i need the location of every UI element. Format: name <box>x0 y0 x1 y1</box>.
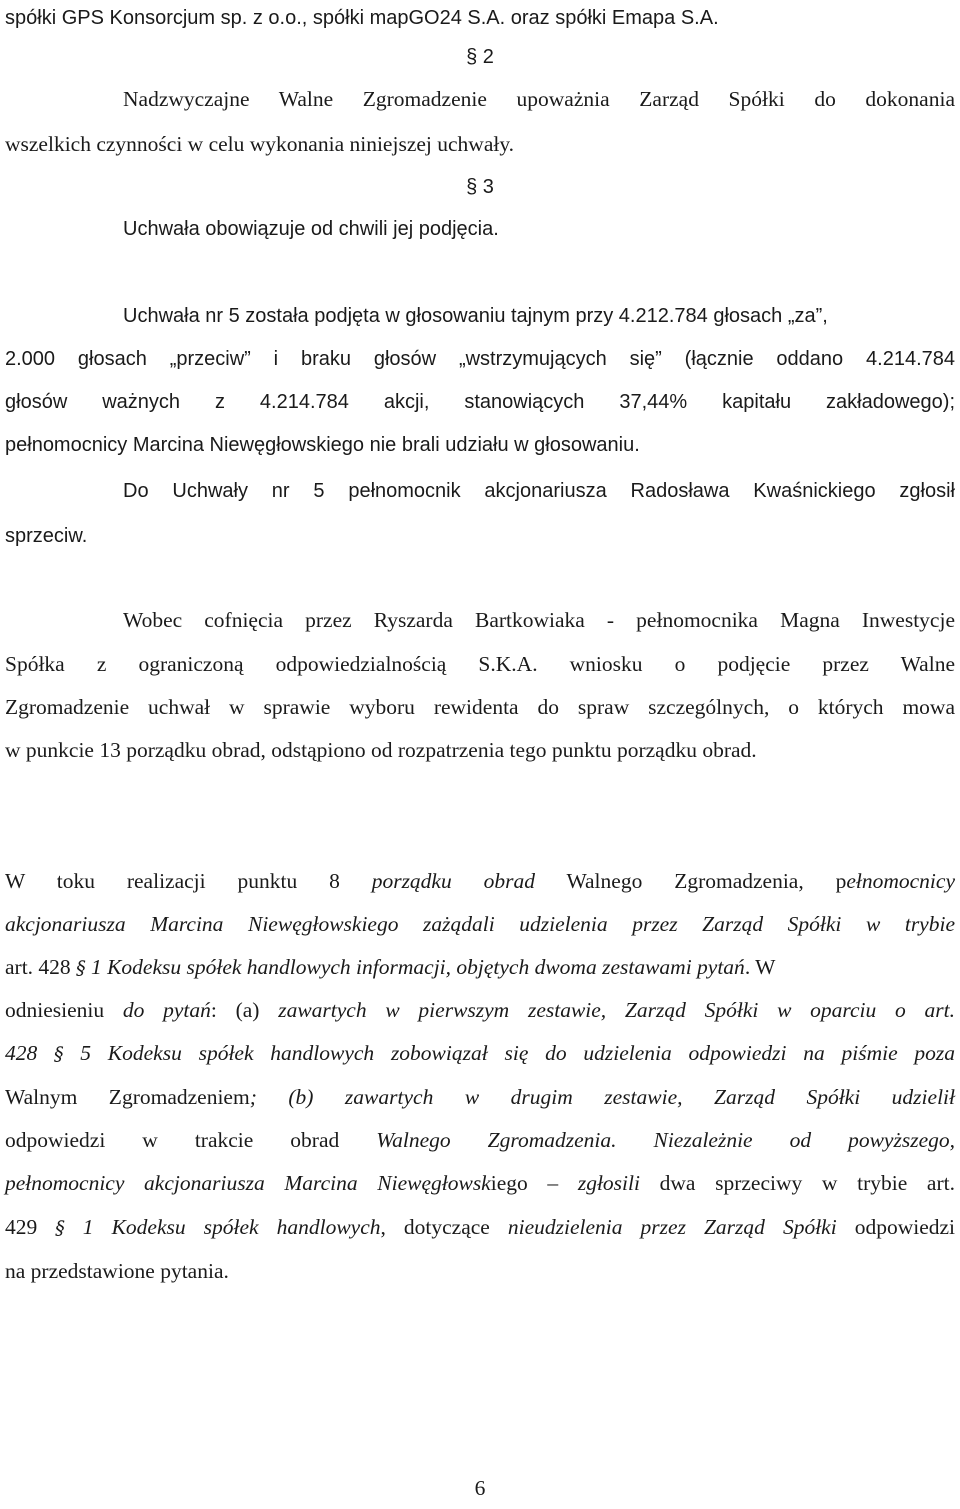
text-line <box>5 1040 955 1067</box>
text-span: zgłosili <box>577 1171 640 1195</box>
text-line <box>5 1127 955 1153</box>
text-line: spółki GPS Konsorcjum sp. z o.o., spółki mapGO24 S.A. oraz spółki Emapa S.A. <box>5 7 719 29</box>
text-span: 5 Kodeksu spółek handlowych zobowiązał się do udzielenia odpowiedzi na piśmie poza <box>63 1041 956 1065</box>
text-line <box>5 997 955 1023</box>
text-line: Uchwała nr 5 została podjęta w głosowaniu tajnym przy 4.212.784 głosach „za”, <box>123 305 828 327</box>
section-sign: § <box>54 1043 64 1065</box>
text-line: Nadzwyczajne Walne Zgromadzenie upoważnia Zarząd Spółki do dokonania <box>123 87 955 111</box>
text-span: porządku obrad <box>371 869 535 893</box>
text-span: Walnego Zgromadzenia. Niezależnie od powyższego, <box>376 1128 955 1152</box>
text-line <box>5 954 775 981</box>
text-span: ; (b) zawartych w drugim zestawie, Zarząd Spółki udzielił <box>249 1085 955 1109</box>
section-heading-3: § 3 <box>466 176 494 198</box>
section-sign: § <box>55 1217 65 1239</box>
text-line: 2.000 głosach „przeciw” i braku głosów „wstrzymujących się” (łącznie oddano 4.214.784 <box>5 348 955 370</box>
text-line <box>5 1214 955 1241</box>
page-number: 6 <box>474 1476 486 1500</box>
text-line: w punkcie 13 porządku obrad, odstąpiono od rozpatrzenia tego punktu porządku obrad. <box>5 738 757 762</box>
text-span: do pytań <box>122 998 211 1022</box>
text-line: Wobec cofnięcia przez Ryszarda Bartkowiaka - pełnomocnika Magna Inwestycje <box>123 608 955 632</box>
text-line: na przedstawione pytania. <box>5 1259 229 1283</box>
text-span: 1 Kodeksu spółek handlowych <box>64 1215 381 1239</box>
text-line: Spółka z ograniczoną odpowiedzialnością S.K.A. wniosku o podjęcie przez Walne <box>5 652 955 676</box>
text-span: 429 <box>5 1215 56 1239</box>
text-span: pełnomocnicy akcjonariusza Marcina Niewęgłowsk <box>5 1171 491 1195</box>
text-span: 428 <box>5 1041 55 1065</box>
text-span: nieudzielenia przez Zarząd Spółki <box>507 1215 837 1239</box>
text-span: art. 428 <box>5 955 77 979</box>
text-line: sprzeciw. <box>5 525 88 547</box>
text-span: : (a) <box>210 998 279 1022</box>
text-span: 1 Kodeksu spółek handlowych informacji, objętych dwoma zestawami pytań <box>85 955 745 979</box>
text-span: dwa sprzeciwy w trybie art. <box>639 1171 955 1195</box>
text-line <box>5 868 955 894</box>
text-span: Walnym Zgromadzeniem <box>5 1085 250 1109</box>
text-span: odpowiedzi w trakcie obrad <box>5 1128 377 1152</box>
text-line: Zgromadzenie uchwał w sprawie wyboru rewidenta do spraw szczególnych, o których mowa <box>5 695 955 719</box>
section-sign: § <box>76 957 86 979</box>
text-line <box>5 1170 955 1196</box>
text-span: , dotyczące <box>380 1215 508 1239</box>
text-line <box>5 1084 955 1110</box>
text-line: głosów ważnych z 4.214.784 akcji, stanowiących 37,44% kapitału zakładowego); <box>5 391 955 413</box>
text-line: Do Uchwały nr 5 pełnomocnik akcjonariusza Radosława Kwaśnickiego zgłosił <box>123 480 955 502</box>
text-span: odpowiedzi <box>836 1215 956 1239</box>
text-line: akcjonariusza Marcina Niewęgłowskiego zażądali udzielenia przez Zarząd Spółki w trybie <box>5 912 955 936</box>
text-span: Walnego Zgromadzenia, p <box>534 869 847 893</box>
text-span: odniesieniu <box>5 998 123 1022</box>
text-span: zawartych w pierwszym zestawie, Zarząd Spółki w oparciu o art. <box>278 998 955 1022</box>
text-line: Uchwała obowiązuje od chwili jej podjęcia. <box>123 218 499 240</box>
text-line: wszelkich czynności w celu wykonania niniejszej uchwały. <box>5 132 515 156</box>
text-span: ełnomocnicy <box>846 869 955 893</box>
section-heading-2: § 2 <box>466 46 494 68</box>
text-span: W toku realizacji punktu 8 <box>5 869 372 893</box>
text-line: pełnomocnicy Marcina Niewęgłowskiego nie brali udziału w głosowaniu. <box>5 434 640 456</box>
text-span: . W <box>744 955 776 979</box>
text-span: iego – <box>490 1171 578 1195</box>
